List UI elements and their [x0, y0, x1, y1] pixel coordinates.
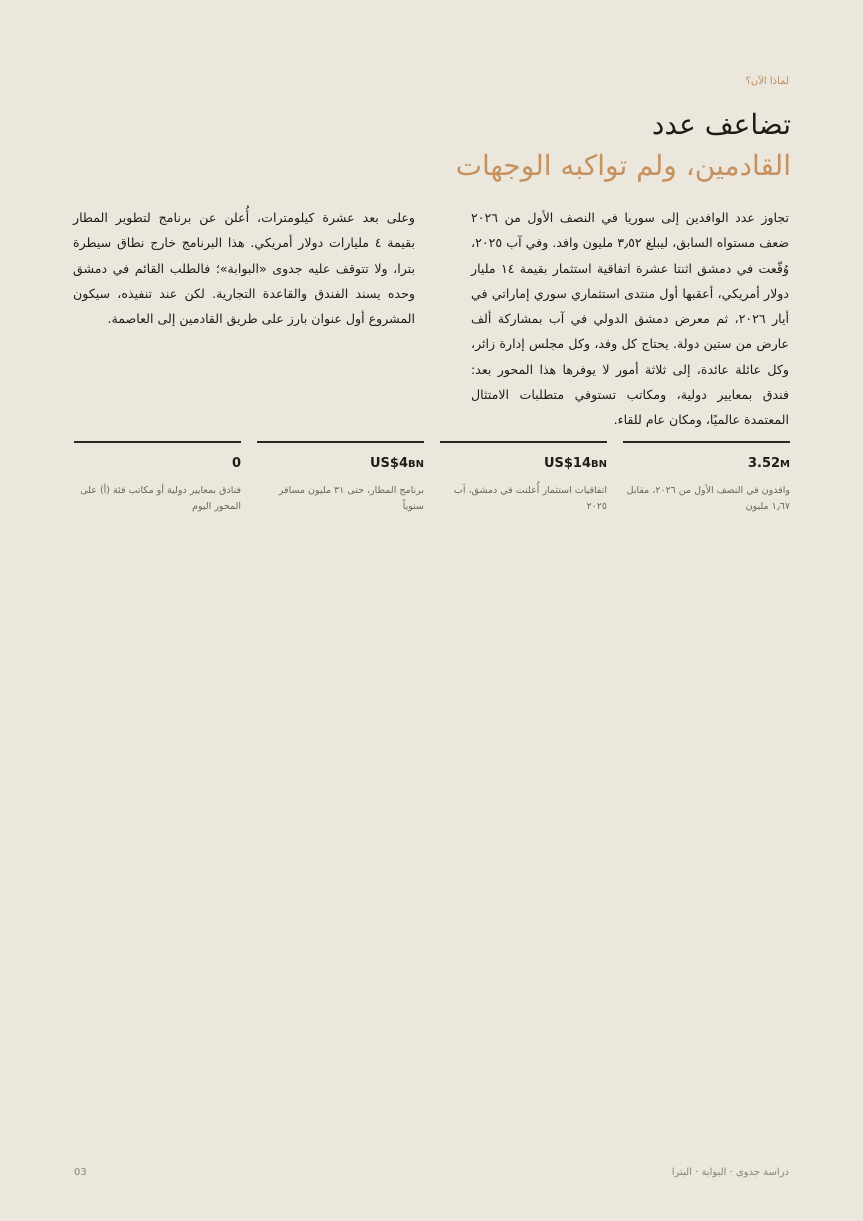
page-headline	[271, 106, 791, 188]
page-number: 03	[74, 1167, 87, 1178]
body-paragraph-airport: وعلى بعد عشرة كيلومترات، أُعلن عن برنامج لتطوير المطار بقيمة ٤ مليارات دولار أمريكي. هذا البرنامج خارج نطاق سيطرة بترا، ولا تتوقف عليه جدوى «البوابة»؛ فالطلب القائم في دمشق وحده يسند الفندق والقاعدة التجارية. لكن عند تنفيذه، سيكون المشروع أول عنوان بارز على طريق القادمين إلى العاصمة.	[73, 210, 416, 327]
section-eyebrow: لماذا الآن؟	[745, 76, 789, 87]
stat-value: US$14BN	[543, 456, 607, 471]
body-paragraph-main: تجاوز عدد الوافدين إلى سوريا في النصف الأول من ٢٠٢٦ ضعف مستواه السابق، ليبلغ ٣٫٥٢ مليون وافد. وفي آب ٢٠٢٥، وُقّعت في دمشق اثنتا عشرة اتفاقية استثمار بقيمة ١٤ مليار دولار أمريكي، أعقبها أول منتدى استثماري سوري إماراتي في أيار ٢٠٢٦، ثم معرض دمشق الدولي في آب بمشاركة ألف عارض من ستين دولة. يحتاج كل وفد، وكل مجلس إدارة زائر، وكل عائلة عائدة، إلى ثلاثة أمور لا يوفرها هذا المحور بعد: فندق بمعايير دولية، ومكاتب تستوفي متطلبات الامتثال المعتمدة عالميًا، ومكان عام للقاء.	[471, 210, 790, 428]
stat-value: 0	[231, 456, 241, 471]
stats-row	[74, 441, 790, 515]
stat-value: 3.52M	[747, 456, 790, 471]
stat-caption: فنادق بمعايير دولية أو مكاتب فئة (أ) على المحور اليوم	[80, 485, 241, 512]
stat-caption: وافدون في النصف الأول من ٢٠٢٦، مقابل ١٫٦٧ مليون	[626, 485, 790, 512]
footer-doc-title: دراسة جدوى · البوابة · البترا	[671, 1167, 789, 1178]
stat-caption: برنامج المطار، حتى ٣١ مليون مسافر سنوياً	[278, 485, 424, 512]
stat-arrivals	[623, 441, 790, 515]
stat-investment	[440, 441, 607, 515]
stat-value: US$4BN	[369, 456, 424, 471]
headline-line-2: القادمين، ولم تواكبه الوجهات	[455, 149, 791, 182]
stat-airport	[257, 441, 424, 515]
stat-hotels	[74, 441, 241, 515]
headline-line-1: تضاعف عدد	[651, 108, 791, 141]
stat-caption: اتفاقيات استثمار أُعلنت في دمشق، آب ٢٠٢٥	[453, 485, 607, 512]
